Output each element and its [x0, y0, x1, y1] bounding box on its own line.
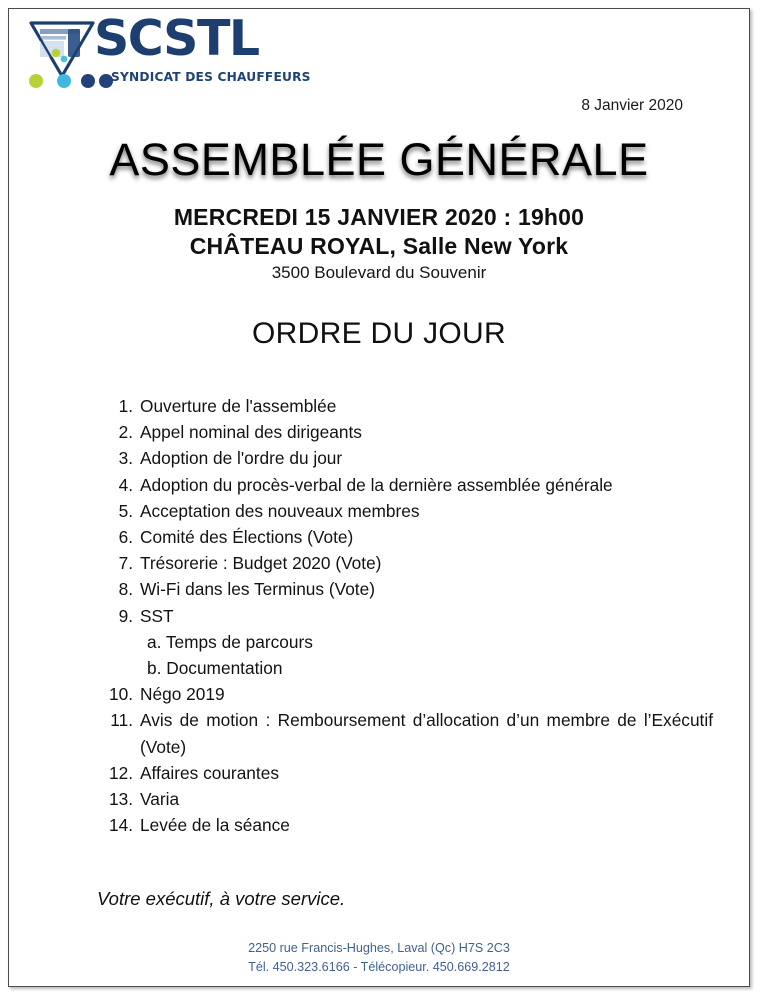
logo-dots-icon — [28, 73, 120, 89]
agenda-item-3 — [97, 445, 722, 471]
agenda-item-text: Comité des Élections (Vote) — [140, 527, 354, 548]
agenda-subitem-text: b. Documentation — [147, 658, 283, 679]
agenda-item-text: Adoption du procès-verbal de la dernière assemblée générale — [140, 474, 613, 495]
agenda-item-text: Avis de motion : Remboursement d’allocation d’un membre de l’Exécutif (Vote) — [140, 710, 713, 757]
agenda-item-5 — [97, 498, 722, 524]
logo-tagline: SYNDICAT DES CHAUFFEURS — [111, 70, 311, 84]
agenda-item-text: Adoption de l'ordre du jour — [140, 448, 343, 469]
agenda-item-14 — [97, 812, 722, 838]
agenda-item-number: 9. — [118, 605, 133, 626]
agenda-item-text: Affaires courantes — [140, 762, 279, 783]
agenda-item-text: Ouverture de l'assemblée — [140, 396, 337, 416]
agenda-subitem-9b — [97, 655, 722, 681]
agenda-list — [97, 393, 722, 838]
agenda-item-10 — [97, 681, 722, 707]
agenda-item-text: Wi-Fi dans les Terminus (Vote) — [140, 579, 375, 600]
page-title: ASSEMBLÉE GÉNÉRALE — [109, 134, 649, 185]
agenda-item-number: 2. — [118, 422, 133, 443]
agenda-item-text: Varia — [140, 789, 180, 810]
agenda-item-12 — [97, 760, 722, 786]
agenda-subitem-9a — [97, 629, 722, 655]
agenda-item-1 — [97, 393, 722, 419]
section-title: ORDRE DU JOUR — [252, 317, 506, 351]
agenda-item-text: Appel nominal des dirigeants — [140, 422, 362, 443]
meeting-address: 3500 Boulevard du Souvenir — [271, 263, 487, 283]
agenda-item-text: Levée de la séance — [140, 815, 290, 836]
agenda-item-text: Acceptation des nouveaux membres — [140, 500, 420, 521]
footer-address: 2250 rue Francis-Hughes, Laval (Qc) H7S 2C3 — [248, 941, 510, 955]
agenda-item-2 — [97, 419, 722, 445]
agenda-item-number: 4. — [118, 474, 133, 495]
agenda-item-number: 12. — [108, 762, 133, 783]
title-block — [9, 133, 749, 351]
funnel-triangle-icon — [26, 18, 98, 80]
agenda-item-6 — [97, 524, 722, 550]
agenda-item-4 — [97, 472, 722, 498]
scstl-logo — [26, 10, 311, 96]
agenda-item-number: 11. — [110, 710, 133, 731]
agenda-item-7 — [97, 550, 722, 576]
agenda-item-number: 7. — [118, 553, 133, 574]
meeting-datetime: MERCREDI 15 JANVIER 2020 : 19h00 — [173, 204, 585, 231]
agenda-item-8 — [97, 576, 722, 602]
agenda-item-number: 6. — [118, 527, 133, 548]
agenda-item-number: 3. — [118, 448, 133, 469]
agenda-item-number: 1. — [118, 396, 133, 416]
agenda-item-number: 8. — [118, 579, 133, 600]
agenda-item-11 — [97, 707, 722, 759]
agenda-item-number: 10. — [108, 684, 133, 705]
agenda-subitem-spacer — [97, 629, 147, 655]
document-page — [8, 8, 750, 987]
document-header — [9, 9, 749, 114]
agenda-item-number: 5. — [118, 500, 133, 521]
agenda-item-number: 14. — [108, 815, 133, 836]
footer-contact: Tél. 450.323.6166 - Télécopieur. 450.669.2812 — [248, 960, 510, 975]
document-date: 8 Janvier 2020 — [581, 97, 683, 114]
agenda-item-text: Trésorerie : Budget 2020 (Vote) — [140, 553, 382, 574]
agenda-item-number: 13. — [108, 789, 133, 810]
agenda-item-13 — [97, 786, 722, 812]
agenda-subitem-spacer — [97, 655, 147, 681]
agenda-item-text: SST — [140, 605, 174, 626]
agenda-item-text: Négo 2019 — [140, 684, 225, 705]
meeting-venue: CHÂTEAU ROYAL, Salle New York — [189, 233, 569, 260]
agenda-subitem-text: a. Temps de parcours — [147, 631, 313, 652]
closing-signature: Votre exécutif, à votre service. — [97, 888, 346, 909]
document-footer — [9, 939, 749, 977]
logo-wordmark: SCSTL — [94, 10, 259, 67]
agenda-item-9 — [97, 603, 722, 629]
